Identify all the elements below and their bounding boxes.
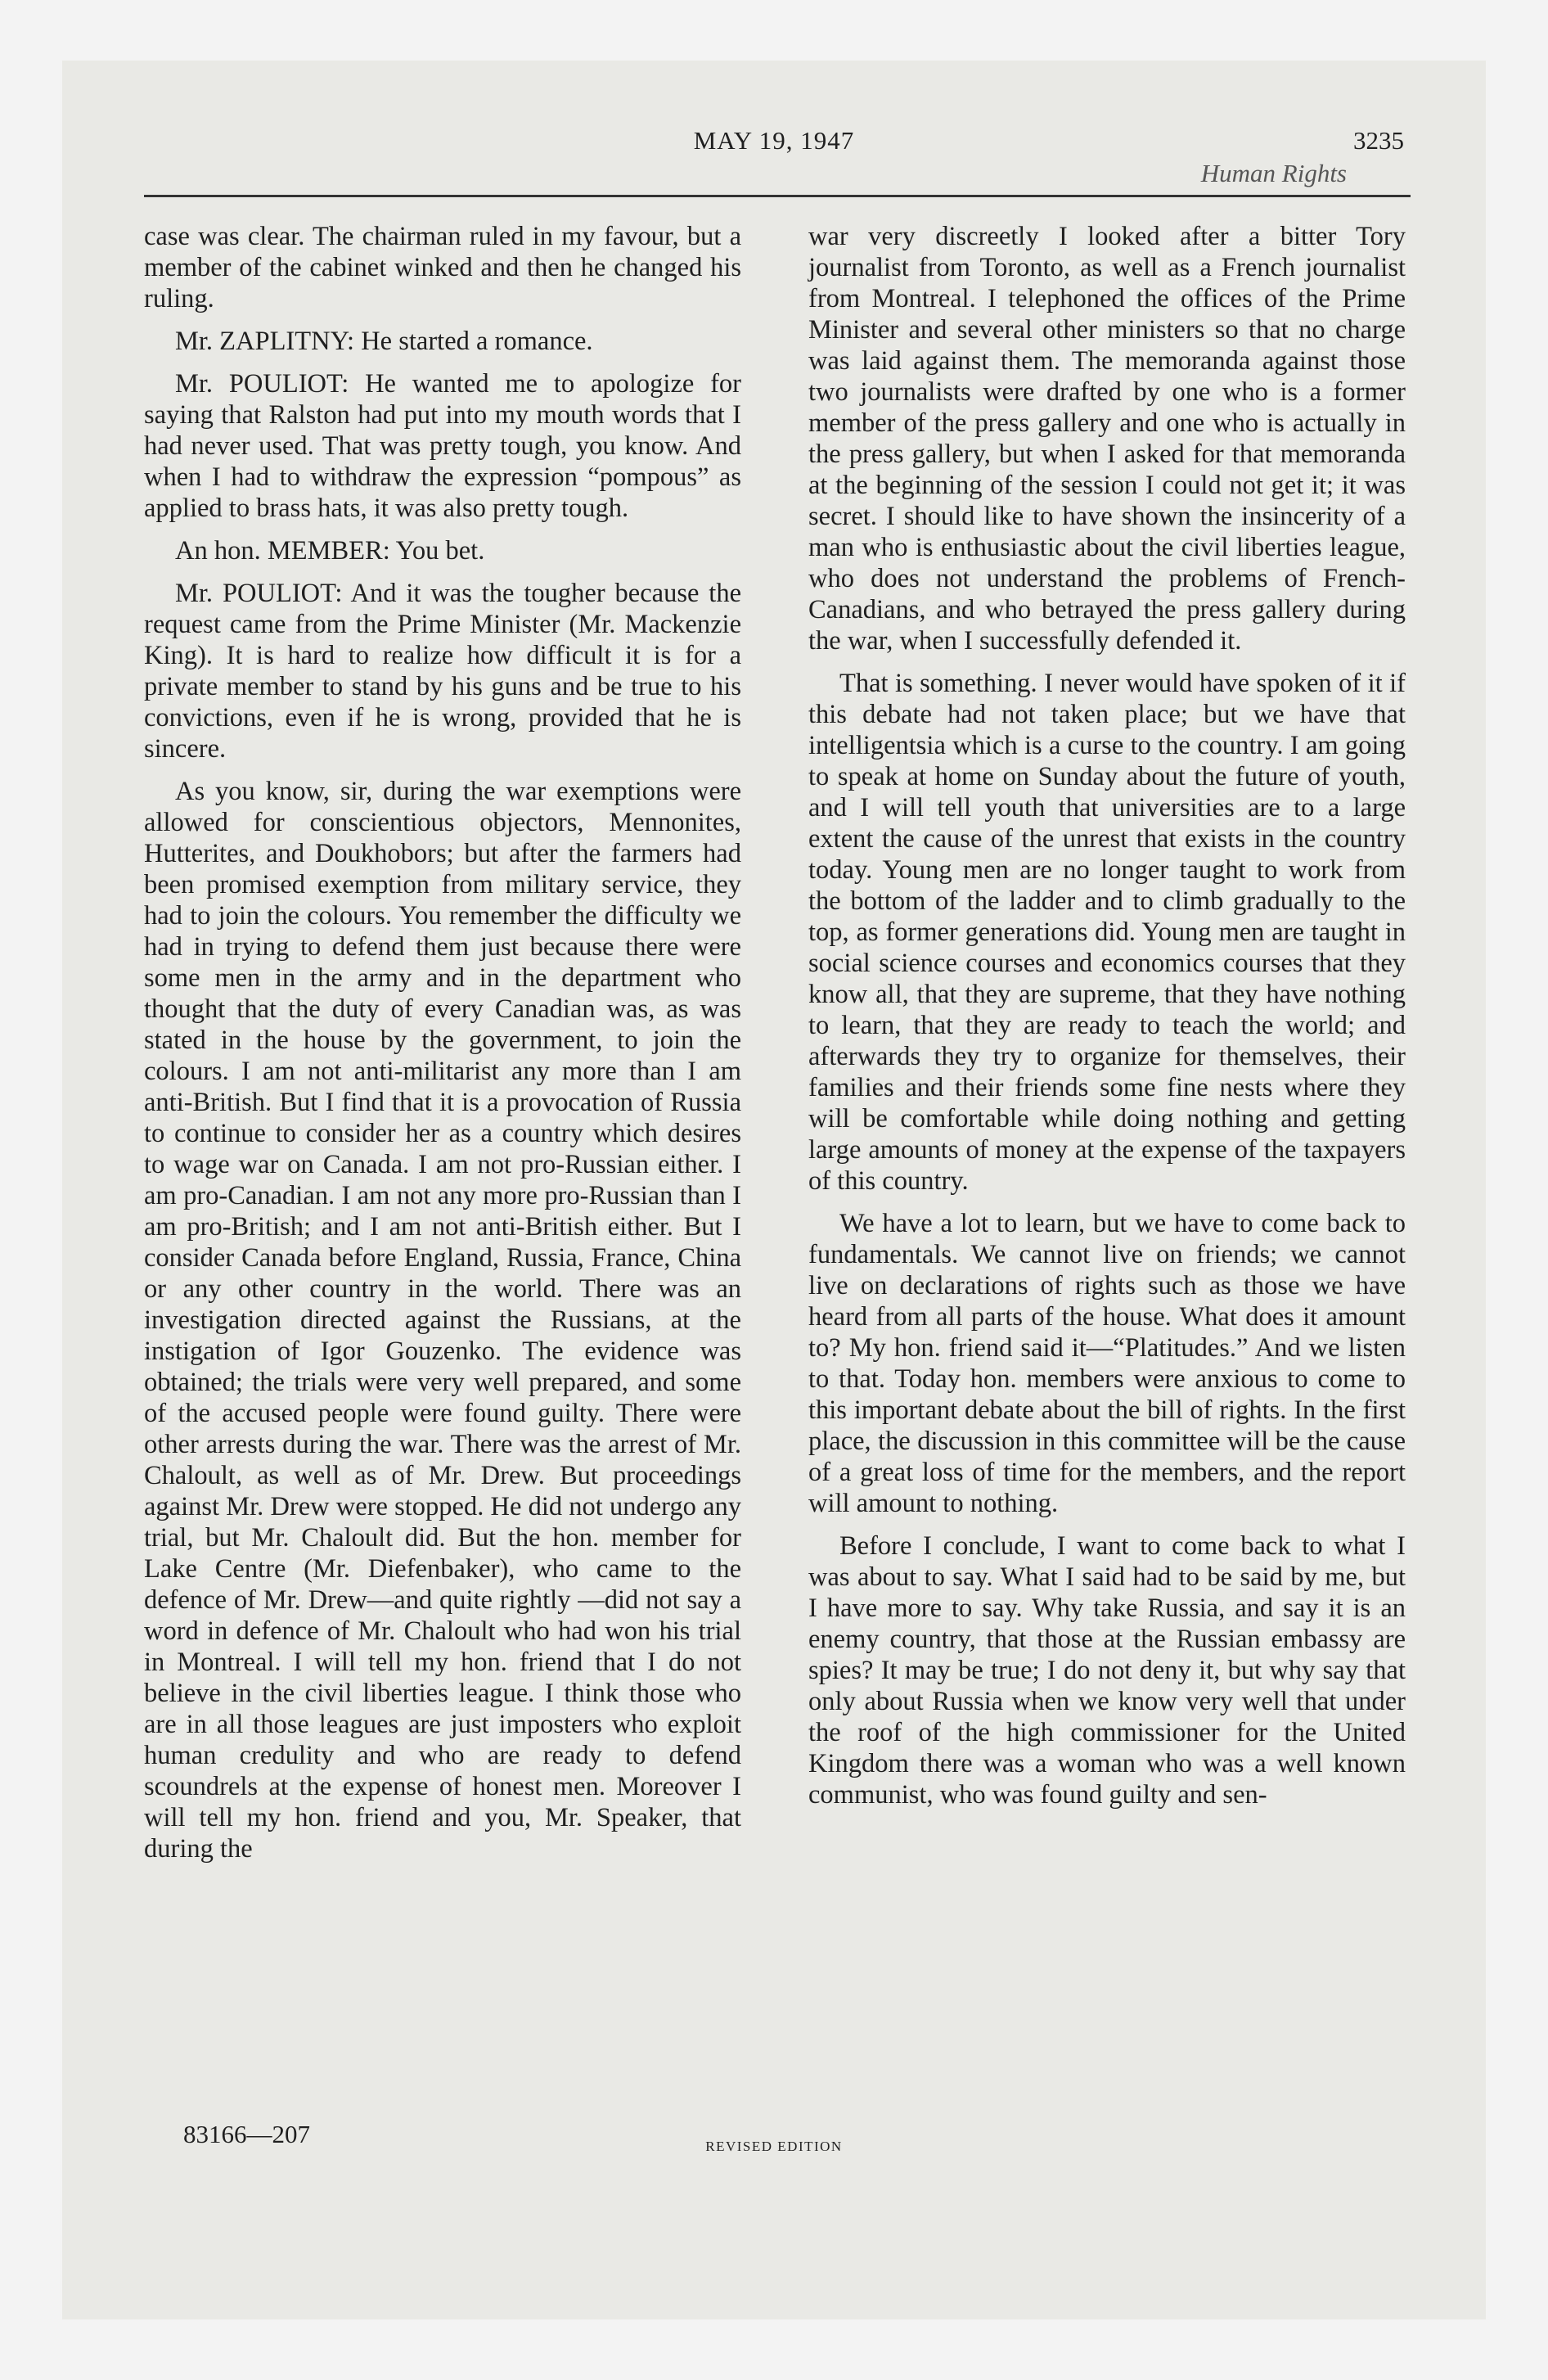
footer-print-code: 83166—207 [183, 2120, 310, 2148]
paragraph: We have a lot to learn, but we have to come back to fundamentals. We cannot live on friends; we cannot live on declarations of rights such as those we have heard from all parts of the house. What does it amount to? My hon. friend said it—“Platitudes.” And we listen to that. Today hon. members were anxious to come to this important debate about the bill of rights. In the first place, the discussion in this committee will be the cause of a great loss of time for the members, and the report will amount to nothing. [808, 1209, 1406, 1518]
paragraph: As you know, sir, during the war exemptions were allowed for conscientious objectors, Mennonites, Hutterites, and Doukhobors; but after the farmers had been promised exemption from military service, they had to join the colours. You remember the difficulty we had in trying to defend them just because there were some men in the army and in the department who thought that the duty of every Canadian was, as was stated in the house by the government, to join the colours. I am not anti-militarist any more than I am anti-British. But I find that it is a provocation of Russia to continue to consider her as a country which desires to wage war on Canada. I am not pro-Russian either. I am pro-Canadian. I am not any more pro-Russian than I am pro-British; and I am not anti-British either. But I consider Canada before England, Russia, France, China or any other country in the world. There was an investigation directed against the Russians, at the instigation of Igor Gouzenko. The evidence was obtained; the trials were very well prepared, and some of the accused people were found guilty. There were other arrests during the war. There was the arrest of Mr. Chaloult, as well as of Mr. Drew. But proceedings against Mr. Drew were stopped. He did not undergo any trial, but Mr. Chaloult did. But the hon. member for Lake Centre (Mr. Diefenbaker), who came to the defence of Mr. Drew—and quite rightly —did not say a word in defence of Mr. Chaloult who had won his trial in Montreal. I will tell my hon. friend that I do not believe in the civil liberties league. I think those who are in all those leagues are just imposters who exploit human credulity and who are ready to defend scoundrels at the expense of honest men. Moreover I will tell my hon. friend and you, Mr. Speaker, that during the [144, 777, 741, 1864]
page-header [144, 126, 1404, 187]
paragraph: Mr. POULIOT: And it was the tougher because the request came from the Prime Minister (Mr. Mackenzie King). It is hard to realize how difficult it is for a private member to stand by his guns and be true to his convictions, even if he is wrong, provided that he is sincere. [144, 579, 741, 764]
header-date: MAY 19, 1947 [693, 126, 855, 155]
header-section-title: Human Rights [1200, 159, 1347, 187]
paragraph: An hon. MEMBER: You bet. [175, 536, 485, 566]
paragraph: war very discreetly I looked after a bitter Tory journalist from Toronto, as well as a French journalist from Montreal. I telephoned the offices of the Prime Minister and several other ministers so that no charge was laid against them. The memoranda against those two journalists were drafted by one who is a former member of the press gallery and one who is actually in the press gallery, but when I asked for that memoranda at the beginning of the session I could not get it; it was secret. I should like to have shown the insincerity of a man who is enthusiastic about the civil liberties league, who does not understand the problems of French-Canadians, and who betrayed the press gallery during the war, when I successfully defended it. [808, 222, 1406, 656]
header-rule [144, 195, 1411, 197]
header-page-number: 3235 [1353, 126, 1404, 155]
paragraph: Mr. POULIOT: He wanted me to apologize for saying that Ralston had put into my mouth words that I had never used. That was pretty tough, you know. And when I had to withdraw the expression “pompous” as applied to brass hats, it was also pretty tough. [144, 369, 741, 523]
paragraph: That is something. I never would have spoken of it if this debate had not taken place; but we have that intelligentsia which is a curse to the country. I am going to speak at home on Sunday about the future of youth, and I will tell youth that universities are to a large extent the cause of the unrest that exists in the country today. Young men are no longer taught to work from the bottom of the ladder and to climb gradually to the top, as former generations did. Young men are taught in social science courses and economics courses that they know all, that they are supreme, that they have nothing to learn, that they are ready to teach the world; and afterwards they try to organize for themselves, their families and their friends some fine nests where they will be comfortable while doing nothing and getting large amounts of money at the expense of the taxpayers of this country. [808, 669, 1406, 1196]
footer-edition-label: REVISED EDITION [705, 2139, 843, 2154]
paragraph: case was clear. The chairman ruled in my favour, but a member of the cabinet winked and then he changed his ruling. [144, 222, 741, 313]
left-column [144, 221, 741, 1876]
paragraph: Before I conclude, I want to come back to what I was about to say. What I said had to be said by me, but I have more to say. Why take Russia, and say it is an enemy country, that those at the Russian embassy are spies? It may be true; I do not deny it, but why say that only about Russia when we know very well that under the roof of the high commissioner for the United Kingdom there was a woman who was a well known communist, who was found guilty and sen- [808, 1531, 1406, 1810]
right-column [808, 221, 1406, 1822]
paragraph: Mr. ZAPLITNY: He started a romance. [175, 327, 593, 356]
